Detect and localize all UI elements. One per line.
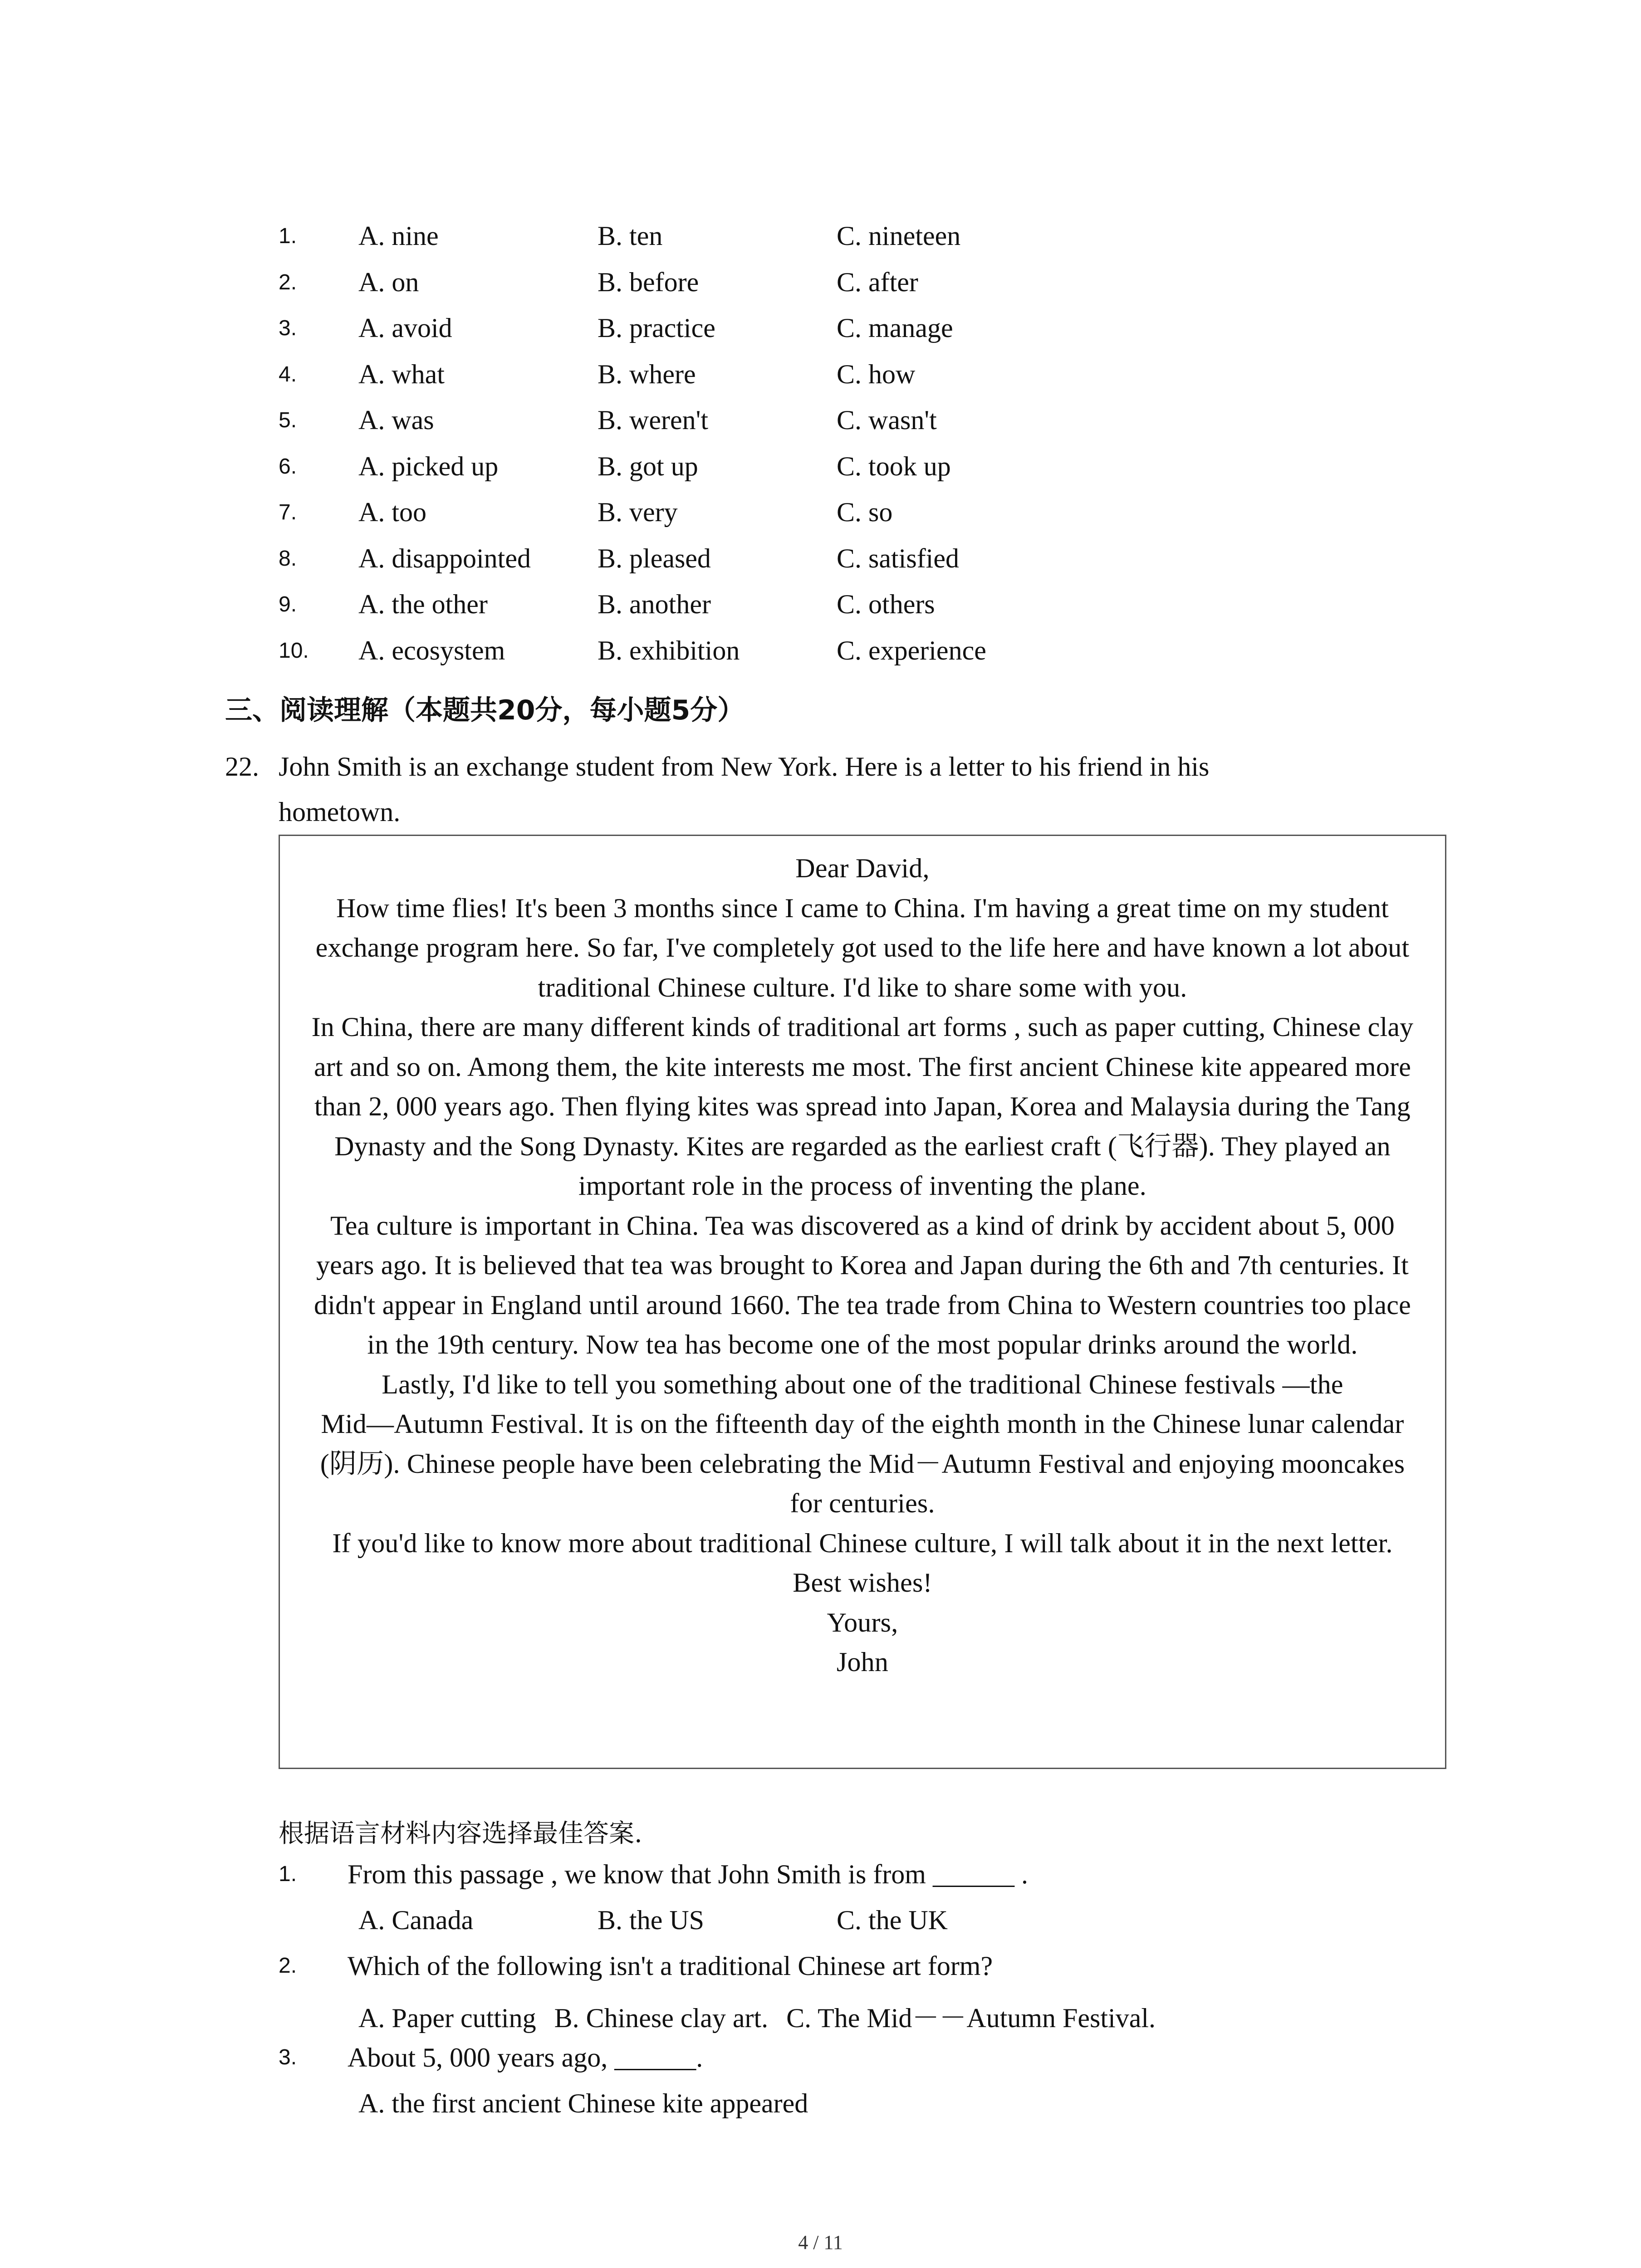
option-b: B. practice <box>598 313 715 343</box>
option-row <box>279 213 986 259</box>
intro-line-2: hometown. <box>279 797 401 827</box>
option-a: A. Paper cutting <box>358 2003 536 2033</box>
option-row <box>279 397 986 444</box>
option-b: B. very <box>598 497 678 528</box>
option-b: B. exhibition <box>598 635 740 665</box>
letter-paragraph-4: Lastly, I'd like to tell you something about one of the traditional Chinese festivals ―the Mid―Autumn Festival. It is on the fifteenth day of the eighth month in the Chinese lunar calendar (阴历). Chinese people have been celebrating the Mid－Autumn Festival and enjoying mooncakes for centuries. <box>320 1369 1405 1518</box>
option-row <box>279 352 986 398</box>
option-c: C. The Mid－－Autumn Festival. <box>786 2003 1156 2033</box>
question-text: Which of the following isn't a traditional Chinese art form? <box>348 1951 993 1981</box>
answer-options <box>358 2088 808 2119</box>
letter-signature: John <box>836 1647 889 1677</box>
option-c: C. experience <box>837 635 986 665</box>
question-22-intro <box>225 744 1450 835</box>
answer-options <box>358 1905 948 1936</box>
option-b: B. another <box>598 589 711 620</box>
option-a: A. too <box>358 497 426 528</box>
option-b: B. where <box>598 359 696 389</box>
letter-paragraph-3: Tea culture is important in China. Tea was discovered as a kind of drink by accident about 5, 000 years ago. It is believed that tea was brought to Korea and Japan during the 6th and 7th centuries. It didn't appear in England until around 1660. The tea trade from China to Western countries too place in the 19th century. Now tea has become one of the most popular drinks around the world. <box>314 1210 1411 1359</box>
question-number: 7. <box>279 500 297 525</box>
option-c: C. others <box>837 589 935 620</box>
question-text: About 5, 000 years ago, ______. <box>348 2043 703 2072</box>
intro-line-1 <box>225 744 1450 789</box>
intro-text: John Smith is an exchange student from New York. Here is a letter to his friend in his <box>279 752 1210 782</box>
question-number: 9. <box>279 592 297 617</box>
option-b: B. ten <box>598 221 663 251</box>
option-row <box>279 628 986 674</box>
question-number: 2. <box>279 270 297 294</box>
option-c: C. took up <box>837 451 951 481</box>
answer-options <box>358 1996 1156 2035</box>
page-number: 4 / 11 <box>798 2231 843 2253</box>
question-number: 10. <box>279 638 309 663</box>
option-c: C. satisfied <box>837 543 959 573</box>
option-c: C. manage <box>837 313 953 343</box>
section-heading: 三、阅读理解（本题共20分，每小题5分） <box>225 694 745 726</box>
option-c: C. after <box>837 267 918 297</box>
option-row <box>279 305 986 352</box>
letter-paragraph-1: How time flies! It's been 3 months since I came to China. I'm having a great time on my student exchange program here. So far, I've completely got used to the life here and have known a lot about traditional Chinese culture. I'd like to share some with you. <box>315 893 1410 1002</box>
option-row <box>279 259 986 306</box>
letter-paragraph-2: In China, there are many different kinds of traditional art forms , such as paper cutting, Chinese clay art and so on. Among them, the kite interests me most. The first ancient Chinese kite appeared more than 2, 000 years ago. Then flying kites was spread into Japan, Korea and Malaysia during the Tang Dynasty and the Song Dynasty. Kites are regarded as the earliest craft (飞行器). They played an important role in the process of inventing the plane. <box>311 1012 1414 1201</box>
option-c: C. the UK <box>837 1905 948 1935</box>
option-b: B. weren't <box>598 405 709 435</box>
question-number: 6. <box>279 454 297 479</box>
option-c: C. how <box>837 359 916 389</box>
option-a: A. picked up <box>358 451 499 481</box>
instruction-text: 根据语言材料内容选择最佳答案. <box>279 1819 642 1848</box>
option-a: A. what <box>358 359 445 389</box>
question-number: 5. <box>279 408 297 433</box>
option-a: A. was <box>358 405 434 435</box>
option-a: A. the other <box>358 589 488 620</box>
letter-box <box>279 835 1446 1769</box>
question-number: 3. <box>279 316 297 341</box>
letter-greeting: Dear David, <box>795 853 930 883</box>
option-row <box>279 444 986 490</box>
option-a: A. Canada <box>358 1905 474 1935</box>
option-c: C. nineteen <box>837 221 961 251</box>
option-a: A. the first ancient Chinese kite appeared <box>358 2088 808 2118</box>
letter-paragraph-5: If you'd like to know more about traditional Chinese culture, I will talk about it in the next letter. <box>332 1528 1393 1558</box>
option-b: B. before <box>598 267 699 297</box>
option-row <box>279 582 986 628</box>
option-b: B. Chinese clay art. <box>554 2003 769 2033</box>
option-c: C. so <box>837 497 893 528</box>
cloze-options-table <box>279 213 986 674</box>
question-number: 2. <box>279 1954 297 1978</box>
question-number: 4. <box>279 362 297 386</box>
option-a: A. disappointed <box>358 543 531 573</box>
option-b: B. got up <box>598 451 698 481</box>
option-c: C. wasn't <box>837 405 937 435</box>
option-a: A. nine <box>358 221 439 251</box>
option-row <box>279 489 986 536</box>
option-b: B. the US <box>598 1905 705 1935</box>
letter-closing: Best wishes! <box>793 1568 932 1598</box>
question-number: 1. <box>279 1862 297 1886</box>
question-number: 8. <box>279 546 297 571</box>
question-number: 3. <box>279 2045 297 2069</box>
letter-yours: Yours, <box>827 1607 898 1637</box>
option-row <box>279 536 986 582</box>
option-a: A. avoid <box>358 313 452 343</box>
question-number: 22. <box>225 752 259 782</box>
option-a: A. ecosystem <box>358 635 505 665</box>
question-text: From this passage , we know that John Smith is from ______ . <box>348 1859 1028 1889</box>
question-number: 1. <box>279 224 297 249</box>
option-b: B. pleased <box>598 543 711 573</box>
option-a: A. on <box>358 267 419 297</box>
